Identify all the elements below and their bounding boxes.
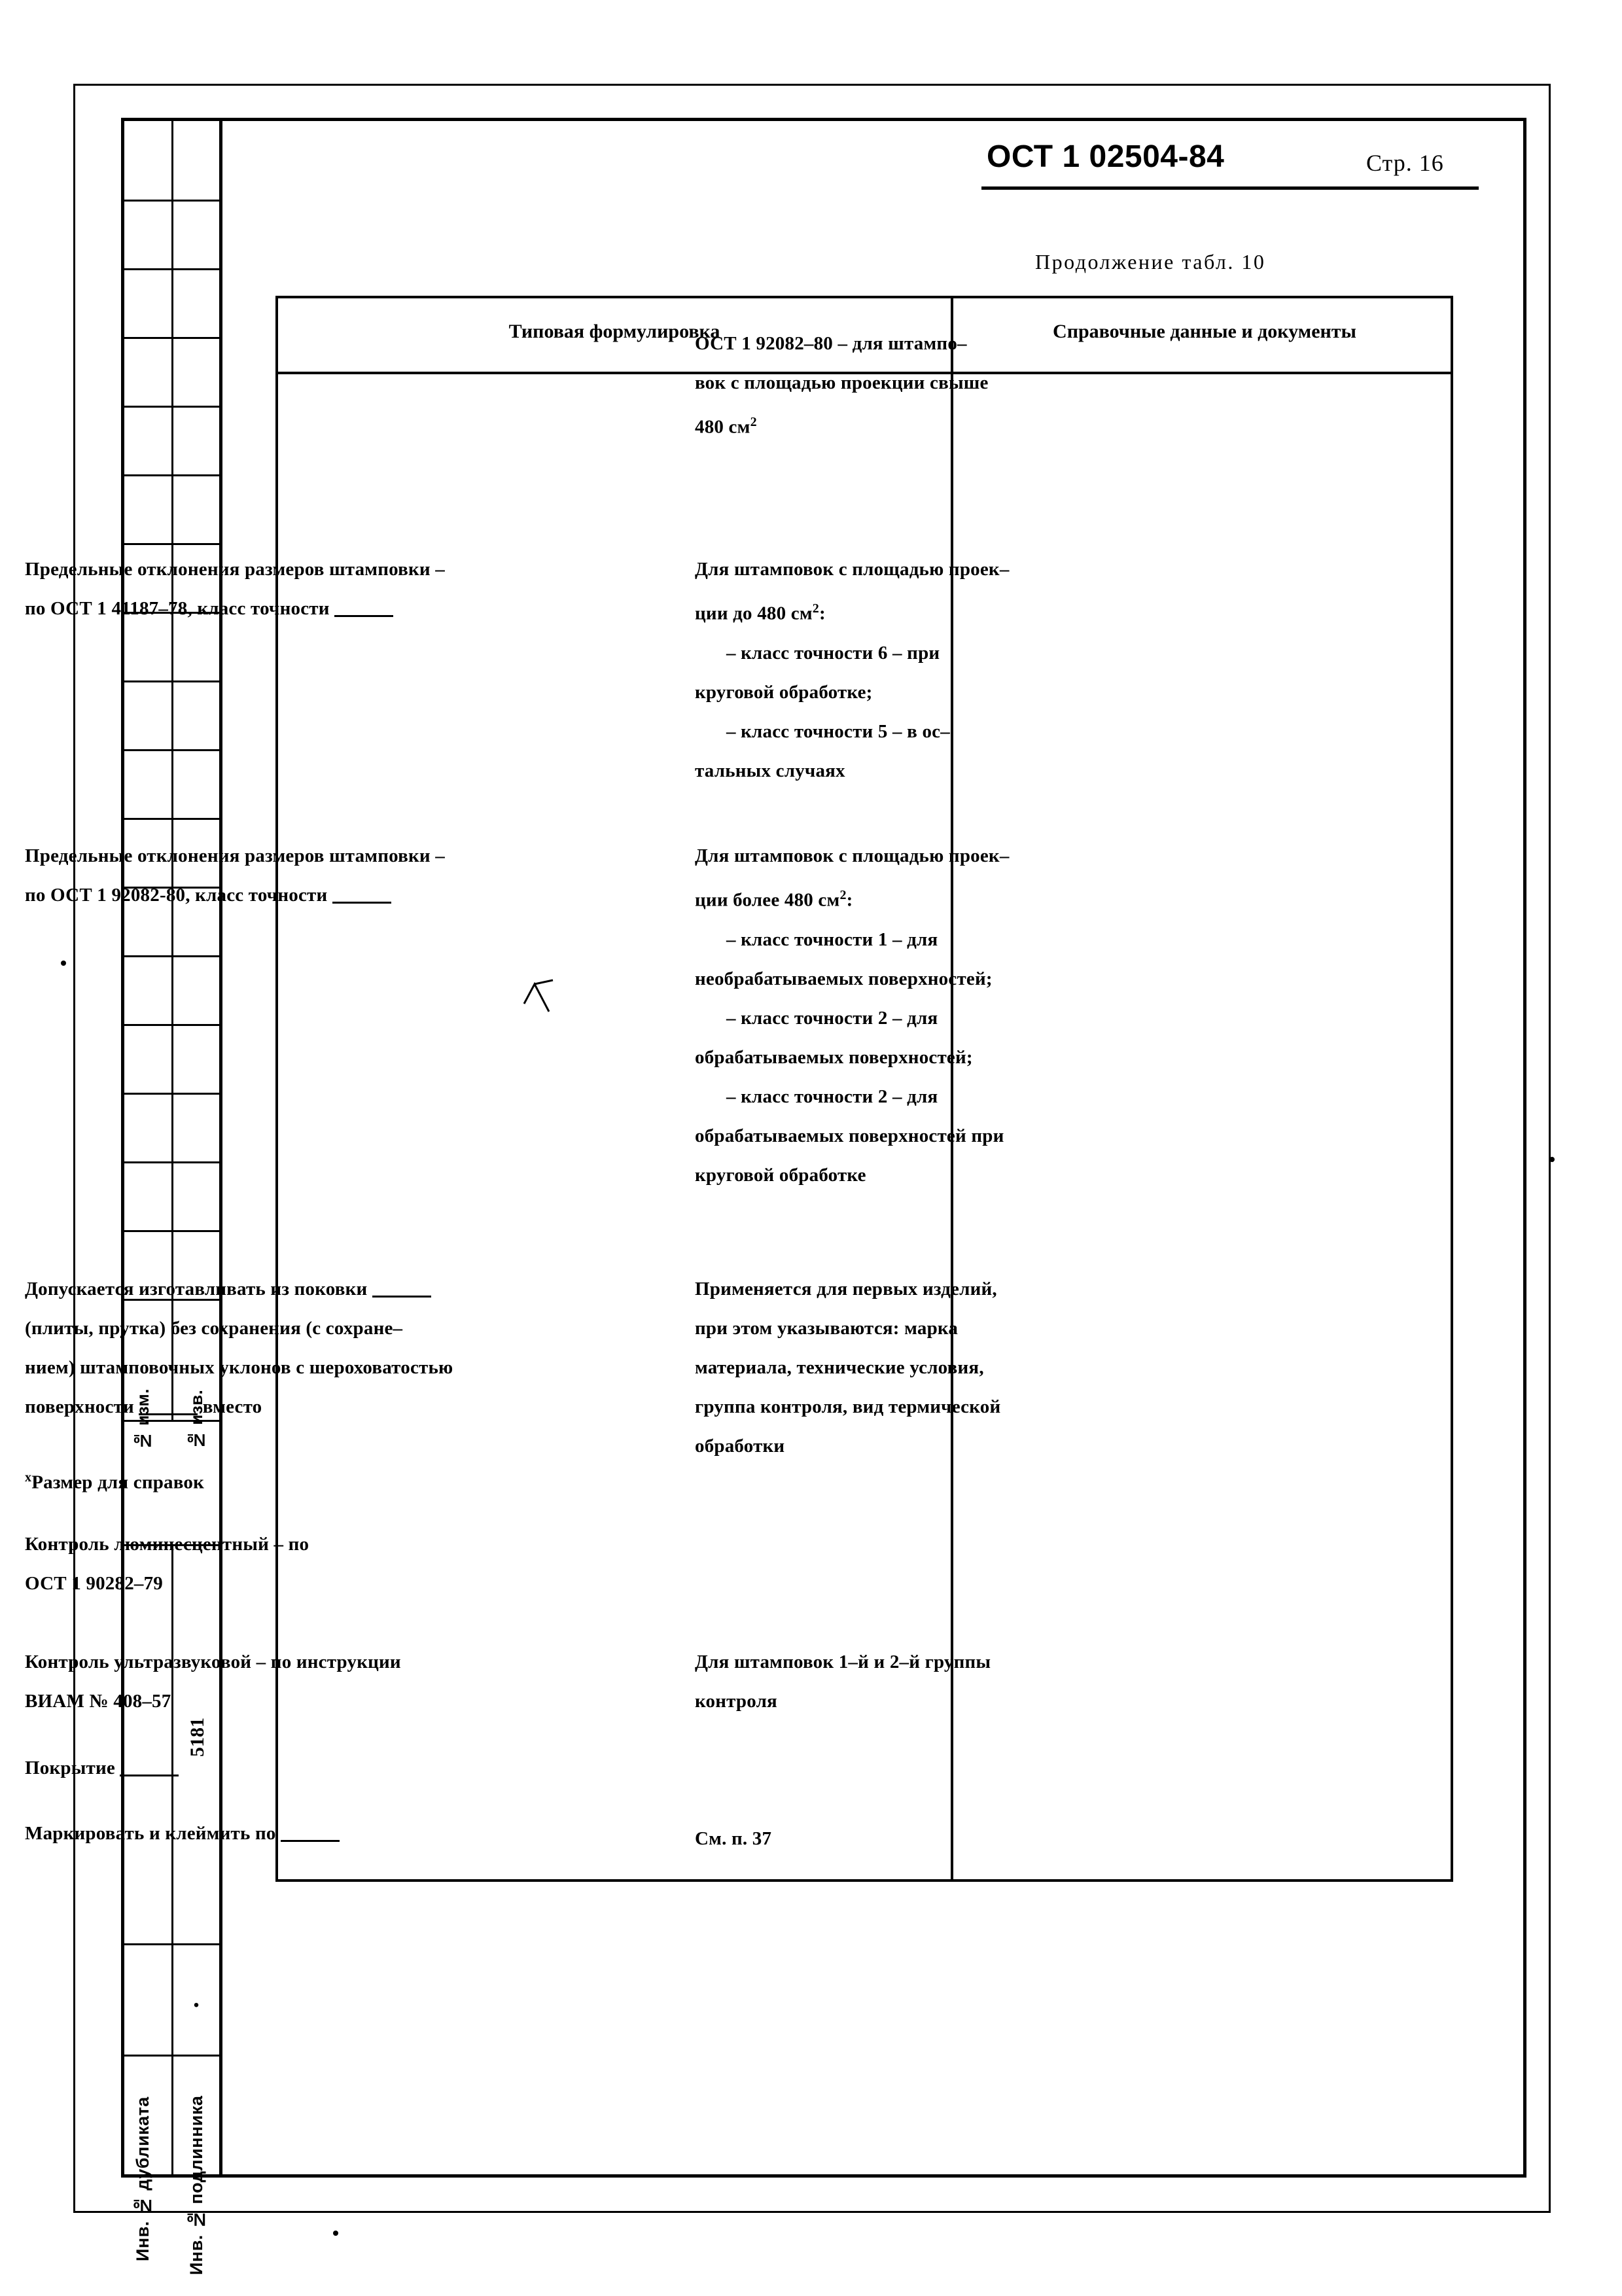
stamp-dot: .	[193, 1983, 200, 2013]
table-row: Допускается изготавливать из поковки (плиты, прутка) без сохранения (с сохране– нием) штамповочных уклонов с шероховатостью поверхности вместо	[25, 1279, 453, 1417]
stamp-rule	[121, 2055, 222, 2057]
stamp-label-izv: № изв.	[186, 1389, 206, 1451]
margin-tick-left-icon	[61, 961, 66, 966]
table-row: ОСТ 1 92082–80 – для штампо– вок с площадью проекции свыше 480 $см^2$	[695, 333, 989, 438]
stamp-rule	[121, 474, 222, 476]
table-row: $^х$Размер для справок	[25, 1470, 205, 1493]
table-row: Контроль ультразвуковой – по инструкции ВИАМ № 408–57	[25, 1651, 401, 1712]
stamp-rule	[121, 680, 222, 682]
stamp-rule	[121, 955, 222, 957]
header-rule	[981, 186, 1479, 190]
margin-tick-right-icon	[1549, 1157, 1555, 1162]
stamp-rule	[121, 1161, 222, 1163]
table-row: Покрытие	[25, 1748, 653, 1788]
table-row: Для штамповок с площадью проек– ции более 480 $см^2$: – класс точности 1 – для необрабатываемых поверхностей; – класс точности 2 – для обрабатываемых поверхностей; – класс точности 2 – для обрабатываемых поверхностей при круговой обработке	[695, 845, 1010, 1186]
stamp-code: 5181	[186, 1718, 208, 1757]
stamp-rule	[121, 1230, 222, 1232]
table-row: Применяется для первых изделий, при этом указываются: марка материала, технические условия, группа контроля, вид термической обработки	[695, 1279, 1001, 1457]
table-header-typical-wording: Типовая формулировка	[508, 321, 720, 342]
stamp-rule	[121, 406, 222, 408]
stamp-column	[121, 118, 222, 2276]
table-header-reference-data: Справочные данные и документы	[1053, 321, 1356, 342]
stamp-label-dublikata: Инв. № дубликата	[133, 2096, 152, 2261]
stamp-rule	[121, 543, 222, 545]
table-row: Предельные отклонения размеров штамповки – по ОСТ 1 92082-80, класс точности	[25, 845, 445, 906]
margin-tick-bottom-icon	[333, 2231, 338, 2236]
continuation-label: Продолжение табл. 10	[1035, 250, 1266, 274]
stamp-rule	[121, 337, 222, 339]
table-row: См. п. 37	[695, 1828, 772, 1849]
standard-number: ОСТ 1 02504-84	[987, 139, 1225, 174]
stamp-rule	[121, 818, 222, 820]
stamp-vertical-divider	[171, 118, 173, 1420]
roughness-symbol-icon	[520, 978, 559, 1014]
stamp-rule	[121, 1943, 222, 1945]
stamp-rule	[121, 1093, 222, 1095]
stamp-rule	[121, 200, 222, 202]
stamp-vertical-divider-lower	[171, 1544, 173, 2178]
table-row: Для штамповок с площадью проек– ции до 480 $см^2$: – класс точности 6 – при круговой обработке; – класс точности 5 – в ос– тальных случаях	[695, 559, 1010, 781]
table-row: Маркировать и клеймить по	[25, 1814, 653, 1853]
stamp-label-podlinnika: Инв. № подлинника	[186, 2095, 206, 2276]
stamp-rule	[121, 1024, 222, 1026]
table-row: Для штамповок 1–й и 2–й группы контроля	[695, 1651, 991, 1712]
stamp-rule	[121, 749, 222, 751]
stamp-rule	[121, 268, 222, 270]
table-row: Предельные отклонения размеров штамповки – по ОСТ 1 41187–78, класс точности	[25, 559, 445, 619]
page-number: Стр. 16	[1366, 150, 1444, 176]
stamp-label-izm: № изм.	[133, 1388, 152, 1451]
table-row: Контроль люминесцентный – по ОСТ 1 90282–79	[25, 1534, 309, 1594]
